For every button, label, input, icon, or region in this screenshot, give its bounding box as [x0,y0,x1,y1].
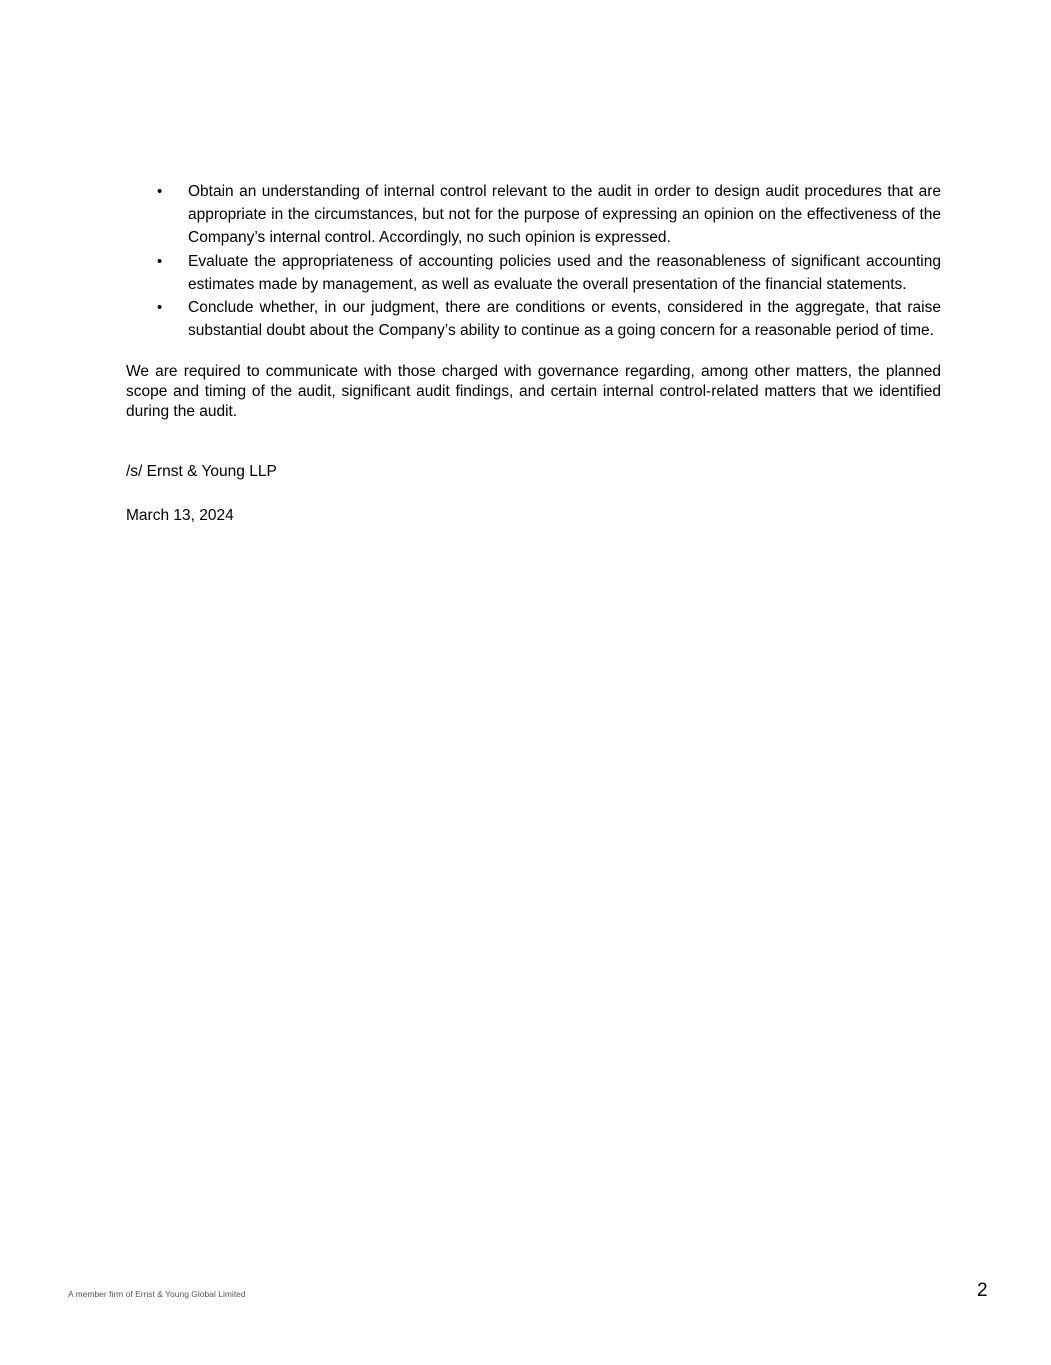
report-date: March 13, 2024 [126,507,234,524]
bullet-icon: • [157,183,163,200]
bullet-item-accounting-policies [126,250,941,296]
footer-member-firm-note: A member firm of Ernst & Young Global Limited [68,1289,246,1299]
bullet-text: Conclude whether, in our judgment, there are conditions or events, considered in the aggregate, that raise substantial doubt about the Company’s ability to continue as a going concern for a reasonable period of time. [188,299,941,340]
page-number: 2 [977,1280,988,1301]
bullet-text: Evaluate the appropriateness of accounting policies used and the reasonableness of significant accounting estimates made by management, as well as evaluate the overall presentation of the financial statements. [188,252,941,293]
bullet-item-going-concern [126,296,941,342]
procedures-bullet-list [126,180,941,342]
auditor-signature: /s/ Ernst & Young LLP [126,463,277,480]
bullet-icon: • [157,299,163,317]
bullet-text: Obtain an understanding of internal control relevant to the audit in order to design audit procedures that are appropriate in the circumstances, but not for the purpose of expressing an opinion on the effectiveness of the Company’s internal control. Accordingly, no such opinion is expressed. [188,183,941,247]
bullet-item-internal-control [126,180,941,250]
governance-paragraph: We are required to communicate with those charged with governance regarding, among other matters, the planned scope and timing of the audit, significant audit findings, and certain internal control-related matters that we identified during the audit. [126,363,941,420]
bullet-icon: • [157,252,163,270]
